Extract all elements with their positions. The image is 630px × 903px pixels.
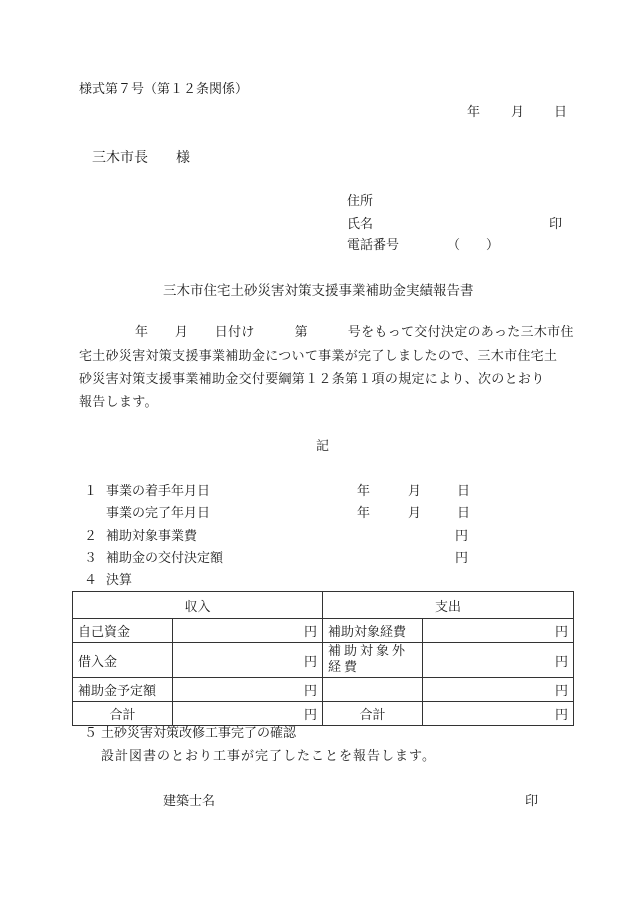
- item-1-start-year: 年: [357, 484, 371, 499]
- income-amount-cell: 円: [173, 678, 323, 702]
- table-row: [73, 678, 574, 702]
- date-month-label: 月: [511, 105, 525, 120]
- table-row: [73, 619, 574, 643]
- income-label: 補助金予定額: [73, 678, 173, 702]
- date-year-label: 年: [467, 105, 481, 120]
- expense-header: 支出: [323, 592, 574, 619]
- body-line-2: 宅土砂災害対策支援事業補助金について事業が完了しましたので、三木市住宅土: [79, 349, 558, 364]
- item-2-number: ２: [84, 529, 98, 544]
- item-4-number: ４: [84, 573, 98, 588]
- body-line-3: 砂災害対策支援事業補助金交付要綱第１２条第１項の規定により、次のとおり: [79, 372, 545, 387]
- expense-label: 補助対象外経費: [323, 643, 423, 678]
- expense-amount-cell: 円: [423, 619, 574, 643]
- expense-label: 補助対象経費: [323, 619, 423, 643]
- item-3-label: 補助金の交付決定額: [106, 551, 224, 566]
- table-row: [73, 643, 574, 678]
- item-1-end-month: 月: [408, 506, 422, 521]
- table-row-total: [73, 702, 574, 726]
- name-label: 氏名: [347, 217, 374, 232]
- seal-mark: 印: [549, 217, 563, 232]
- phone-label: 電話番号: [347, 238, 400, 253]
- architect-seal: 印: [525, 794, 539, 809]
- item-5-label: 土砂災害対策改修工事完了の確認: [101, 726, 297, 741]
- income-header: 収入: [73, 592, 323, 619]
- address-label: 住所: [347, 194, 374, 209]
- confirm-statement: 設計図書のとおり工事が完了したことを報告します。: [101, 749, 436, 764]
- income-total-label: 合計: [73, 702, 173, 726]
- body-line-4: 報告します。: [79, 395, 158, 410]
- item-1-start-label: 事業の着手年月日: [106, 484, 211, 499]
- item-3-yen: 円: [455, 551, 469, 566]
- expense-label: [323, 678, 423, 702]
- item-1-start-day: 日: [457, 484, 471, 499]
- income-amount-cell: 円: [173, 619, 323, 643]
- item-1-end-day: 日: [457, 506, 471, 521]
- expense-total-label: 合計: [323, 702, 423, 726]
- income-label: 借入金: [73, 643, 173, 678]
- income-amount-cell: 円: [173, 643, 323, 678]
- item-1-end-label: 事業の完了年月日: [106, 506, 211, 521]
- item-2-yen: 円: [455, 529, 469, 544]
- date-day-label: 日: [554, 105, 568, 120]
- income-label: 自己資金: [73, 619, 173, 643]
- income-total-amount: 円: [173, 702, 323, 726]
- item-5-number: ５: [84, 726, 98, 741]
- expense-amount-cell: 円: [423, 643, 574, 678]
- budget-table: [72, 591, 574, 726]
- item-3-number: ３: [84, 551, 98, 566]
- item-1-number: １: [84, 484, 98, 499]
- expense-amount-cell: 円: [423, 678, 574, 702]
- document-title: 三木市住宅土砂災害対策支援事業補助金実績報告書: [163, 283, 474, 299]
- budget-header-row: [73, 592, 574, 619]
- expense-total-amount: 円: [423, 702, 574, 726]
- item-2-label: 補助対象事業費: [106, 529, 198, 544]
- phone-parentheses: （ ）: [447, 238, 500, 253]
- item-1-end-year: 年: [357, 506, 371, 521]
- ki-heading: 記: [316, 439, 330, 454]
- addressee: 三木市長 様: [92, 150, 190, 166]
- item-1-start-month: 月: [408, 484, 422, 499]
- body-line-1: 年 月 日付け 第 号をもって交付決定のあった三木市住: [135, 325, 574, 340]
- architect-label: 建築士名: [163, 794, 216, 809]
- item-4-label: 決算: [106, 573, 133, 588]
- form-number: 様式第７号（第１２条関係）: [79, 82, 249, 97]
